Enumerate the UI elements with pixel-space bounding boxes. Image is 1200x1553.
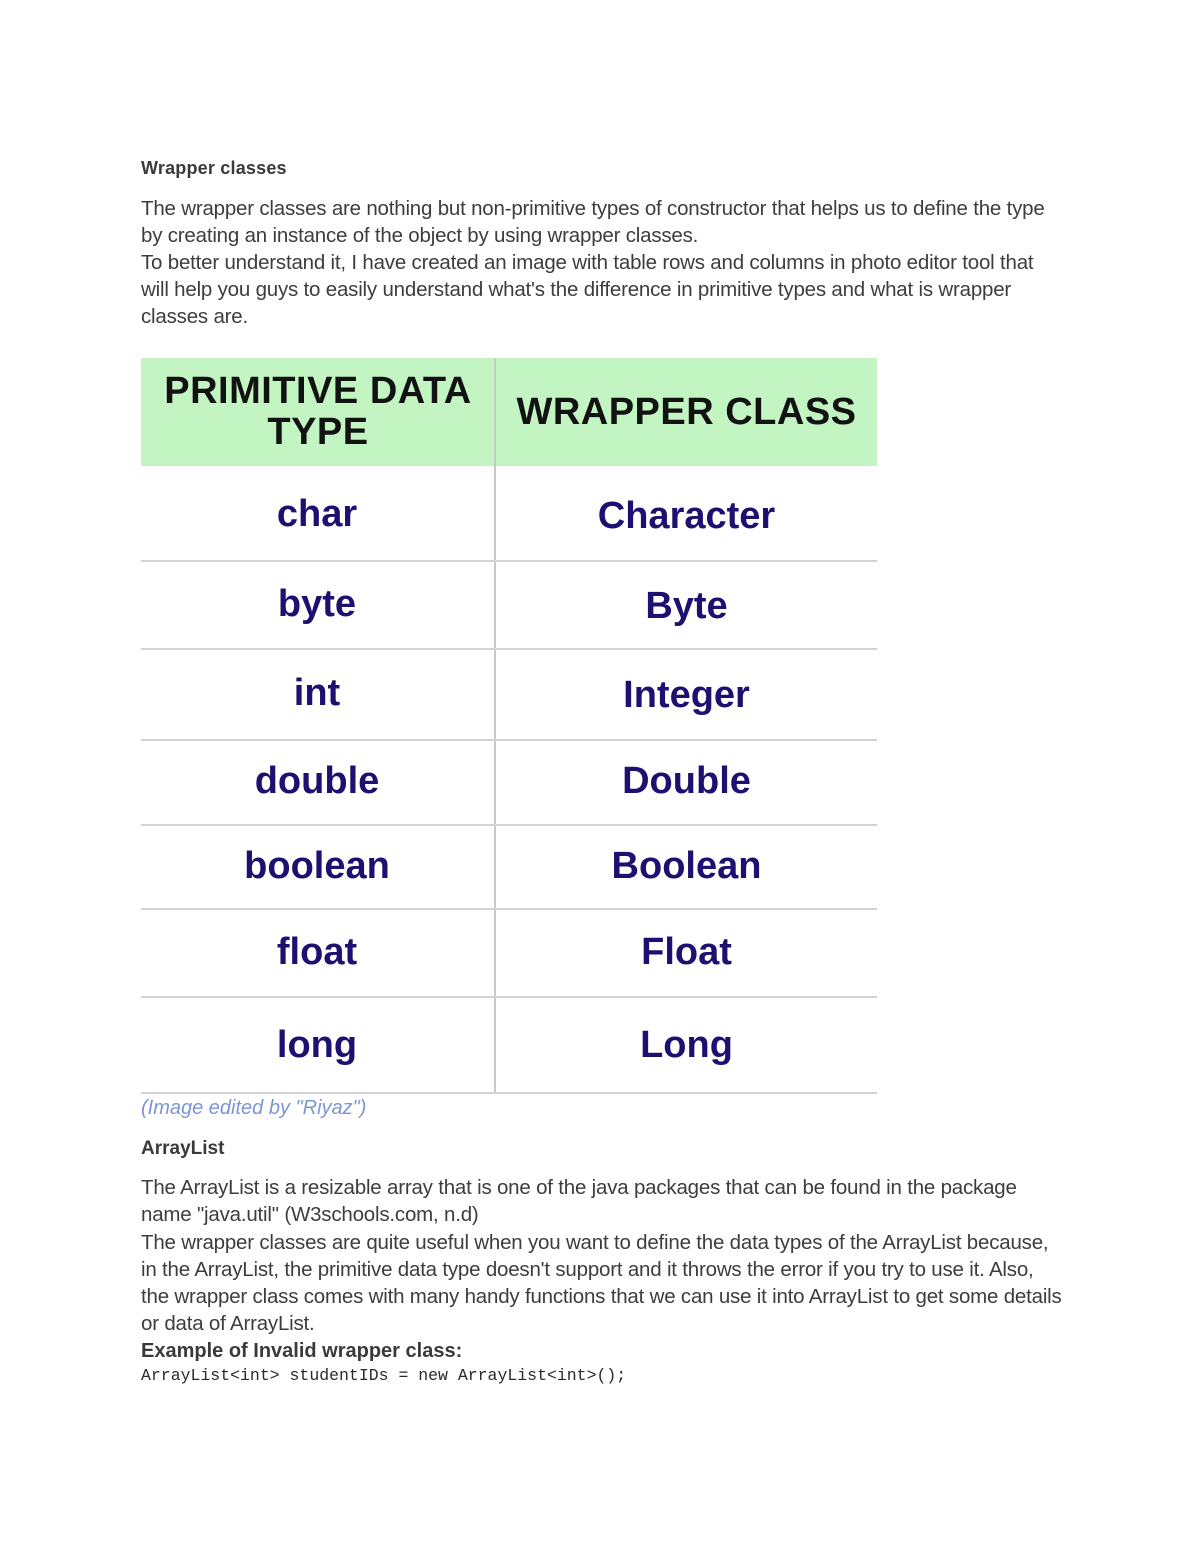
table-cell-wrapper: Double xyxy=(622,760,751,802)
paragraph-wrapper-intro: The wrapper classes are nothing but non-primitive types of constructor that helps us to define the type by creating an instance of the object by using wrapper classes. xyxy=(141,197,1045,247)
code-snippet: ArrayList<int> studentIDs = new ArrayList<int>(); xyxy=(141,1366,627,1385)
image-caption: (Image edited by "Riyaz") xyxy=(141,1097,367,1119)
wrapper-class-table-image xyxy=(141,358,877,1094)
table-cell-wrapper: Integer xyxy=(623,674,750,716)
table-cell-primitive: double xyxy=(254,760,380,802)
table-header-wrapper: WRAPPER CLASS xyxy=(516,390,857,433)
example-heading: Example of Invalid wrapper class: xyxy=(141,1340,463,1362)
paragraph-arraylist-definition: The ArrayList is a resizable array that is one of the java packages that can be found in the package name "java.util" (W3schools.com, n.d) xyxy=(141,1176,1017,1226)
table-cell-wrapper: Byte xyxy=(645,584,728,627)
table-cell-wrapper: Long xyxy=(640,1023,733,1066)
table-cell-primitive: char xyxy=(276,492,358,535)
table-cell-wrapper: Float xyxy=(641,930,732,973)
table-cell-primitive: byte xyxy=(277,582,357,625)
table-cell-primitive: int xyxy=(293,672,341,714)
table-header-primitive: PRIMITIVE DATA TYPE xyxy=(164,370,472,453)
section-heading-wrapper-classes: Wrapper classes xyxy=(141,158,287,178)
paragraph-arraylist-usage: The wrapper classes are quite useful when you want to define the data types of the ArrayList because, in the ArrayList, the primitive data type doesn't support and it throws the error if you try to use it. Also, the wrapper class comes with many handy functions that we can use it into ArrayList to get some details or data of ArrayList. xyxy=(141,1231,1062,1335)
table-cell-primitive: float xyxy=(276,930,358,973)
table-row-divider xyxy=(141,1092,877,1094)
table-cell-primitive: long xyxy=(276,1023,358,1066)
table-cell-primitive: boolean xyxy=(244,844,390,887)
section-heading-arraylist: ArrayList xyxy=(141,1138,225,1159)
table-cell-wrapper: Character xyxy=(597,494,776,537)
paragraph-table-explanation: To better understand it, I have created an image with table rows and columns in photo editor tool that will help you guys to easily understand what's the difference in primitive types and what is wrapper classes are. xyxy=(141,251,1034,328)
table-cell-wrapper: Boolean xyxy=(611,844,762,887)
